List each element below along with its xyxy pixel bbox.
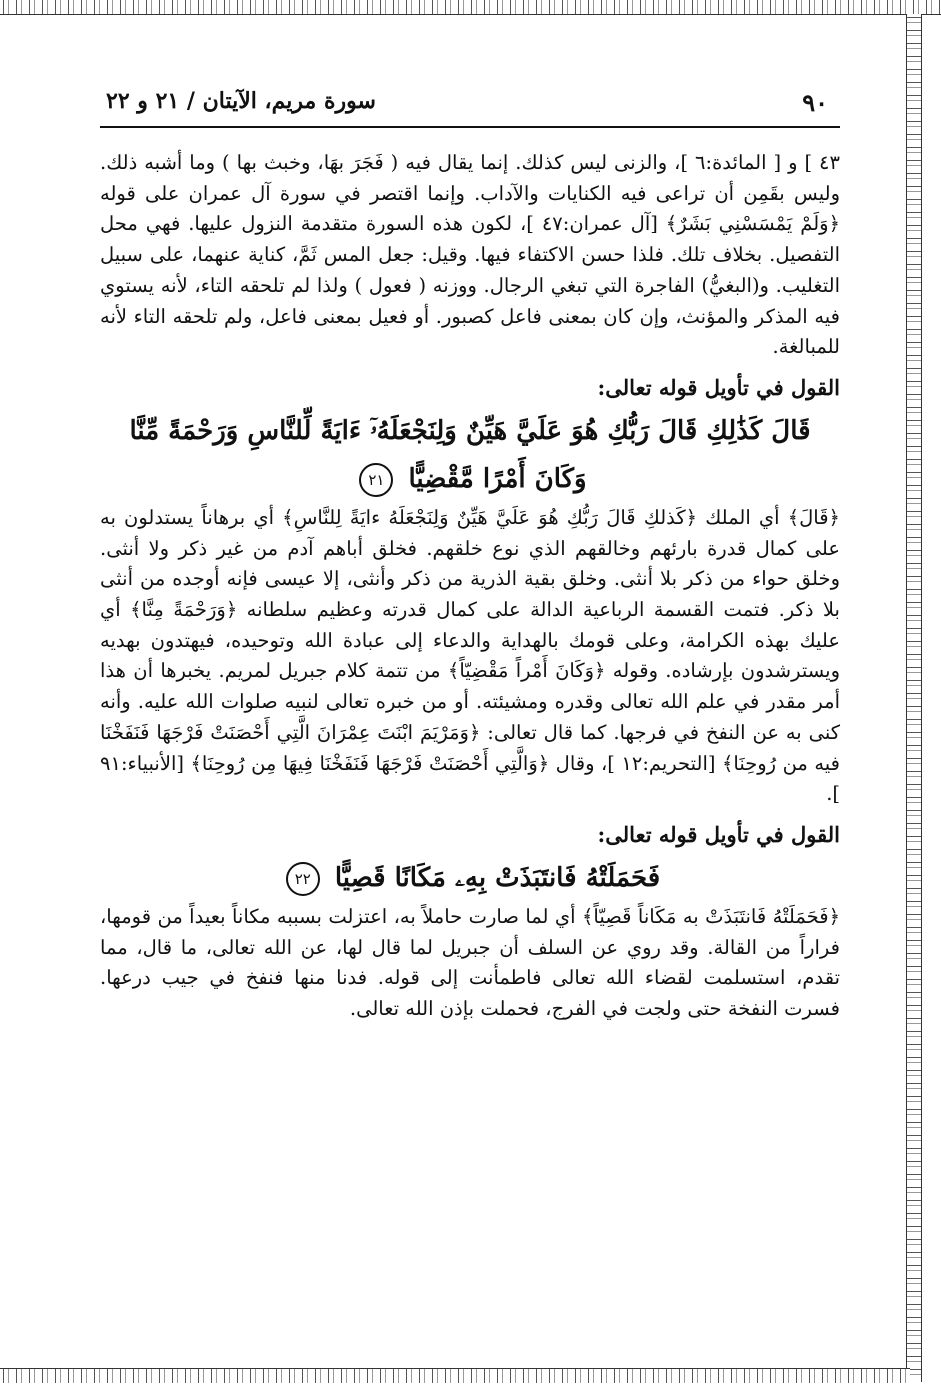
quran-verse-22: [100, 854, 840, 902]
verse-22-line-1-text: فَحَمَلَتْهُ فَانتَبَذَتْ بِهِۦ مَكَانًا قَصِيًّا: [334, 862, 661, 893]
decorative-border-top: [0, 0, 941, 15]
paragraph-2: ﴿قَالَ﴾ أي الملك ﴿كَذلكِ قَالَ رَبُّكِ هُوَ عَلَيَّ هَيِّنٌ وَلِنَجْعَلَهُ ءايَةً لِلنَّاسِ﴾ أي برهاناً يستدلون به على كمال قدرة بارئهم وخالقهم الذي نوع خلقهم. فخلق أباهم آدم من غير ذكر ولا أنثى. وخلق حواء من ذكر بلا أنثى. وخلق بقية الذرية من ذكر وأنثى، إلا عيسى فإنه أوجده من أنثى بلا ذكر. فتمت القسمة الرباعية الدالة على كمال قدرته وعظيم سلطانه ﴿وَرَحْمَةً مِنَّا﴾ أي عليك بهذه الكرامة، وعلى قومك بالهداية والدعاء إلى عبادة الله وتوحيده، فيهتدون بهديه ويسترشدون بإرشاده. وقوله ﴿وَكَانَ أَمْراً مَقْضِيّاً﴾ من تتمة كلام جبريل لمريم. يخبرها أن هذا أمر مقدر في علم الله تعالى وقدره ومشيئته. أو من خبره تعالى لنبيه صلوات الله عليه. وأنه كنى به عن النفخ في فرجها. كما قال تعالى: ﴿وَمَرْيَمَ ابْنَتَ عِمْرَانَ الَّتِي أَحْصَنَتْ فَرْجَهَا فَنَفَخْنَا فيه من رُوحِنَا﴾ [التحريم:١٢ ]، وقال ﴿وَالَّتِي أَحْصَنَتْ فَرْجَهَا فَنَفَخْنَا فِيهَا مِن رُوحِنَا﴾ [الأنبياء:٩١ ].: [100, 505, 841, 806]
decorative-border-bottom: [0, 1368, 910, 1383]
running-title: سورة مريم، الآيتان / ٢١ و ٢٢: [106, 88, 376, 114]
verse-21-line-2-text: وَكَانَ أَمْرًا مَّقْضِيًّا: [408, 463, 587, 494]
paragraph-1: ٤٣ ] و [ المائدة:٦ ]، والزنى ليس كذلك. إنما يقال فيه ( فَجَرَ بهَا، وخبث بها ) وما أشبه ذلك. وليس بقَمِن أن تراعى فيه الكنايات والآداب. وإنما اقتصر في سورة آل عمران على قوله ﴿وَلَمْ يَمْسَسْنِي بَشَرٌ﴾ [آل عمران:٤٧ ]، لكون هذه السورة متقدمة النزول عليها. فهي محل التفصيل. بخلاف تلك. فلذا حسن الاكتفاء فيها. وقيل: جعل المس ثَمَّ، كناية عنهما، على سبيل التغليب. و(البغيُّ) الفاجرة التي تبغي الرجال. ووزنه ( فعول ) ولذا لم تلحقه التاء، لأنه يستوي فيه المذكر والمؤنث، وإن كان بمعنى فاعل كصبور. أو فعيل بمعنى فاعل، ولم تلحقه التاء لأنه للمبالغة.: [100, 151, 840, 359]
verse-22-line-1: [100, 854, 840, 902]
verse-number-badge-21: ٢١: [359, 463, 393, 497]
verse-number-badge-22: ٢٢: [286, 862, 320, 896]
paragraph-3: ﴿فَحَمَلَتْهُ فَانتَبَذَتْ به مَكَاناً قَصِيّاً﴾ أي لما صارت حاملاً به، اعتزلت بسببه مكاناً بعيداً من قومها، فراراً من القالة. وقد روي عن السلف أن جبريل لما قال لها، عن الله تعالى، ما قال، مما تقدم، استسلمت لقضاء الله تعالى فاطمأنت إلى قوله. فدنا منها فنفخ في جيب درعها. فسرت النفخة حتى ولجت في الفرج، فحملت بإذن الله تعالى.: [100, 904, 840, 1021]
page-number: ٩٠: [802, 88, 828, 117]
page-header: [100, 80, 840, 128]
quran-verse-21: [100, 407, 840, 503]
section-heading-2: القول في تأويل قوله تعالى:: [597, 821, 840, 847]
verse-21-line-1: قَالَ كَذَٰلِكِ قَالَ رَبُّكِ هُوَ عَلَيَّ هَيِّنٌ وَلِنَجْعَلَهُۥٓ ءَايَةً لِّلنَّاسِ وَرَحْمَةً مِّنَّا: [129, 415, 811, 446]
decorative-border-right: [906, 14, 922, 1382]
section-heading-1: القول في تأويل قوله تعالى:: [597, 374, 840, 400]
verse-21-line-2: [100, 455, 840, 503]
page-body: [100, 148, 840, 1025]
